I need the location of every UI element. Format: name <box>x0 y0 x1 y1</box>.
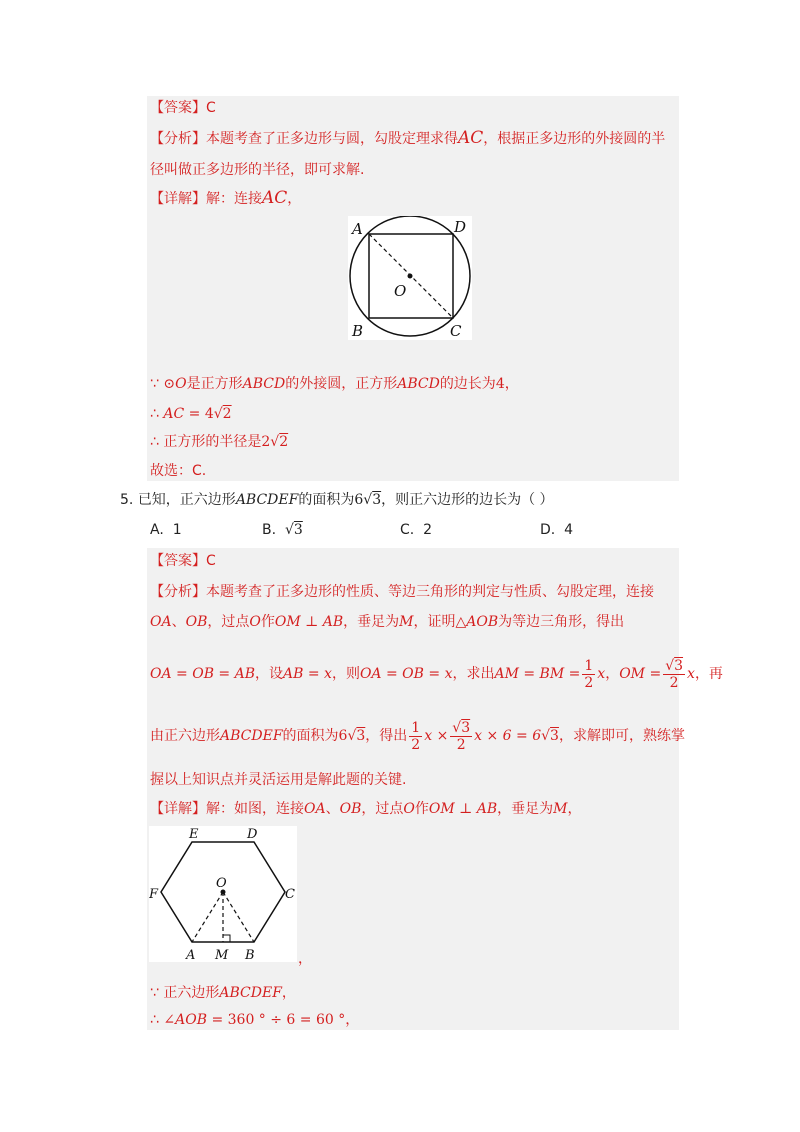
q4-because-line <box>150 374 519 394</box>
q4-therefore-line1 <box>150 404 232 424</box>
om-eq: OM = <box>619 666 662 682</box>
therefore-symbol: ∴ <box>150 406 159 422</box>
comma: ， <box>605 666 620 682</box>
option-value: 2 <box>423 522 433 538</box>
o: O <box>249 614 261 630</box>
q5-stem2: 的面积为 <box>298 492 355 508</box>
q5-answer-line <box>150 551 216 571</box>
root-2: 2 <box>222 406 232 422</box>
a5: 握以上知识点并灵活运用是解此题的关键. <box>150 772 407 788</box>
ac-eq: AC <box>163 406 185 422</box>
q5-analysis-a1: 本题考查了正多边形的性质、等边三角形的判定与性质、勾股定理，连接 <box>206 584 654 600</box>
label-c: C <box>285 887 295 902</box>
q5-answer-value: C <box>206 553 216 569</box>
q4-analysis-ac: AC <box>458 128 484 148</box>
root3: 3 <box>461 719 471 736</box>
q4-analysis-line1 <box>150 128 665 149</box>
angle-eq: = 360 ° ÷ 6 = 60 ° <box>207 1012 346 1028</box>
label-o: O <box>216 876 227 891</box>
num: 1 <box>584 657 594 674</box>
eq-four: = 4 <box>184 406 214 422</box>
radius-coeff: 2 <box>261 434 271 450</box>
eq1: OA = OB = AB <box>150 666 256 682</box>
den: 2 <box>411 736 421 753</box>
q5-area-root: 3 <box>372 492 382 508</box>
circle-o: O <box>175 376 187 392</box>
aob: AOB <box>466 614 499 630</box>
label-b: B <box>352 322 364 340</box>
m: M <box>553 801 568 817</box>
oa: OA <box>150 614 172 630</box>
ab: AB <box>322 614 344 630</box>
q5-analysis-line1 <box>150 582 654 602</box>
oa: OA <box>304 801 326 817</box>
root-2b: 2 <box>279 434 289 450</box>
t1: 由正六边形 <box>150 728 220 744</box>
q5-analysis-line2 <box>150 612 624 632</box>
fraction-half <box>582 658 595 691</box>
t4: ，再 <box>694 666 723 682</box>
fraction-half <box>409 720 422 753</box>
coeff: 6 <box>338 728 348 744</box>
q5-stem <box>120 490 554 510</box>
hex: ABCDEF <box>220 728 283 744</box>
root: 3 <box>550 728 559 744</box>
fraction-root3-over-2 <box>450 720 472 753</box>
triangle-symbol: △ <box>455 614 467 630</box>
angle-symbol: ∠ <box>163 1012 176 1028</box>
den: 2 <box>669 674 679 691</box>
q4-figure-svg <box>348 216 472 340</box>
because-text: 正六边形 <box>163 985 220 1001</box>
q5-because-line <box>150 983 296 1003</box>
sqrt-sign: √ <box>363 492 373 508</box>
sep: 、 <box>171 614 186 630</box>
q5-analysis-line5 <box>150 770 406 790</box>
label-o: O <box>394 282 407 300</box>
option-value: 1 <box>172 522 182 538</box>
because-hex: ABCDEF <box>219 985 282 1001</box>
q5-figure-tail: ， <box>298 951 312 967</box>
perp: ⊥ <box>300 614 323 630</box>
label-m: M <box>215 948 229 962</box>
sqrt-sign: √ <box>284 522 294 538</box>
sqrt-sign: √ <box>665 657 675 674</box>
square-name-2: ABCD <box>397 376 440 392</box>
because-text3: 的边长为 <box>439 376 496 392</box>
because-symbol: ∵ <box>150 376 159 392</box>
q5-analysis-label: 【分析】 <box>150 584 206 600</box>
label-a: A <box>186 948 196 962</box>
option-letter: A. <box>150 522 164 538</box>
label-a: A <box>352 220 363 238</box>
q4-answer-line <box>150 98 216 118</box>
center-point <box>408 274 413 279</box>
ob: OB <box>339 801 362 817</box>
t4: ， <box>567 801 582 817</box>
q5-number: 5. <box>120 492 134 508</box>
q4-choose: 故选：C. <box>150 463 207 479</box>
option-value: 4 <box>564 522 574 538</box>
t4: ，证明 <box>413 614 456 630</box>
because-end: ， <box>281 985 296 1001</box>
q5-area-coeff: 6 <box>354 492 364 508</box>
den: 2 <box>584 674 594 691</box>
q4-analysis-text: 本题考查了正多边形与圆，勾股定理求得 <box>206 131 458 147</box>
square-name: ABCD <box>242 376 286 392</box>
because-end: ， <box>504 376 519 392</box>
q4-analysis-tail: ，根据正多边形的外接圆的半 <box>483 131 666 147</box>
t2: 的面积为 <box>282 728 339 744</box>
q5-option-d[interactable] <box>540 522 573 538</box>
ab: AB <box>476 801 498 817</box>
x-times-6: x × 6 = 6 <box>474 728 542 744</box>
t1: ，过点 <box>361 801 404 817</box>
sqrt-sign: √ <box>452 719 462 736</box>
q5-option-b[interactable] <box>262 522 303 538</box>
q4-figure <box>348 216 472 340</box>
segment-oa <box>192 892 223 942</box>
sqrt-sign: √ <box>347 728 357 744</box>
den: 2 <box>456 736 466 753</box>
q5-stem3: ，则正六边形的边长为（ ） <box>381 492 554 508</box>
q4-analysis-line2 <box>150 160 364 180</box>
q4-choose-line <box>150 461 206 481</box>
because-text1: 是正方形 <box>186 376 243 392</box>
sqrt-sign-2: √ <box>270 434 280 450</box>
d1: 解：如图，连接 <box>206 801 304 817</box>
root: 3 <box>356 728 366 744</box>
angle-end: ， <box>345 1012 360 1028</box>
x: x <box>597 666 606 682</box>
t3: ，求出 <box>452 666 495 682</box>
om: OM <box>428 801 455 817</box>
m: M <box>399 614 414 630</box>
t3: ，得出 <box>365 728 408 744</box>
angle-name: AOB <box>175 1012 207 1028</box>
q4-detail-line <box>150 188 301 209</box>
sep: 、 <box>325 801 340 817</box>
t2: ，则 <box>331 666 360 682</box>
num: 1 <box>411 719 421 736</box>
q5-analysis-line4 <box>150 718 685 754</box>
label-b: B <box>245 948 255 962</box>
q4-therefore-line2 <box>150 432 288 452</box>
because-text2: 的外接圆，正方形 <box>285 376 398 392</box>
o: O <box>403 801 415 817</box>
q5-detail-label: 【详解】 <box>150 801 206 817</box>
circle-symbol: ⊙ <box>163 376 176 392</box>
perp: ⊥ <box>454 801 477 817</box>
fraction-root3-over-2 <box>663 658 685 691</box>
radius-text: 正方形的半径是 <box>163 434 262 450</box>
because-symbol: ∵ <box>150 985 159 1001</box>
q5-hex-name: ABCDEF <box>235 492 299 508</box>
q5-detail-line <box>150 799 581 819</box>
option-letter: B. <box>262 522 277 538</box>
q4-answer-value: C <box>206 100 216 116</box>
q4-answer-label: 【答案】 <box>150 100 206 116</box>
q4-detail-text: 解：连接 <box>206 191 262 207</box>
label-d: D <box>454 218 467 236</box>
q4-detail-label: 【详解】 <box>150 191 206 207</box>
q4-detail-ac: AC <box>262 188 288 208</box>
q4-analysis-label: 【分析】 <box>150 131 206 147</box>
q5-analysis-line3 <box>150 656 723 692</box>
x: x <box>687 666 695 682</box>
x-times: x × <box>424 728 449 744</box>
t5: 为等边三角形，得出 <box>498 614 625 630</box>
ob: OB <box>185 614 208 630</box>
option-value: 3 <box>293 522 303 538</box>
q5-stem1: 已知，正六边形 <box>137 492 236 508</box>
q4-detail-tail: ， <box>287 191 302 207</box>
t1: ，过点 <box>207 614 250 630</box>
right-angle-mark <box>223 935 230 942</box>
q5-figure-svg <box>149 826 297 962</box>
t1: ，设 <box>255 666 284 682</box>
label-f: F <box>149 887 159 902</box>
q5-therefore-line <box>150 1010 359 1030</box>
option-letter: D. <box>540 522 556 538</box>
eq3: OA = OB = x <box>359 666 453 682</box>
label-c: C <box>450 322 462 340</box>
t3: ，垂足为 <box>497 801 554 817</box>
option-letter: C. <box>400 522 415 538</box>
therefore-symbol-2: ∴ <box>150 434 159 450</box>
t4: ，求解即可，熟练掌 <box>558 728 685 744</box>
side-value: 4 <box>495 376 505 392</box>
eq2: AB = x <box>283 666 332 682</box>
sqrt-sign: √ <box>213 406 223 422</box>
sqrt-sign: √ <box>541 728 551 744</box>
root3: 3 <box>674 657 684 674</box>
om: OM <box>274 614 301 630</box>
t2: 作 <box>414 801 429 817</box>
label-e: E <box>189 827 199 842</box>
q5-option-c[interactable] <box>400 522 432 538</box>
therefore-symbol: ∴ <box>150 1012 159 1028</box>
eq4: AM = BM = <box>494 666 581 682</box>
t3: ，垂足为 <box>343 614 400 630</box>
t2: 作 <box>260 614 275 630</box>
label-d: D <box>247 827 258 842</box>
q4-analysis-text2: 径叫做正多边形的半径，即可求解. <box>150 162 365 178</box>
q5-figure <box>149 826 297 962</box>
q5-option-a[interactable] <box>150 522 182 538</box>
q5-answer-label: 【答案】 <box>150 553 206 569</box>
